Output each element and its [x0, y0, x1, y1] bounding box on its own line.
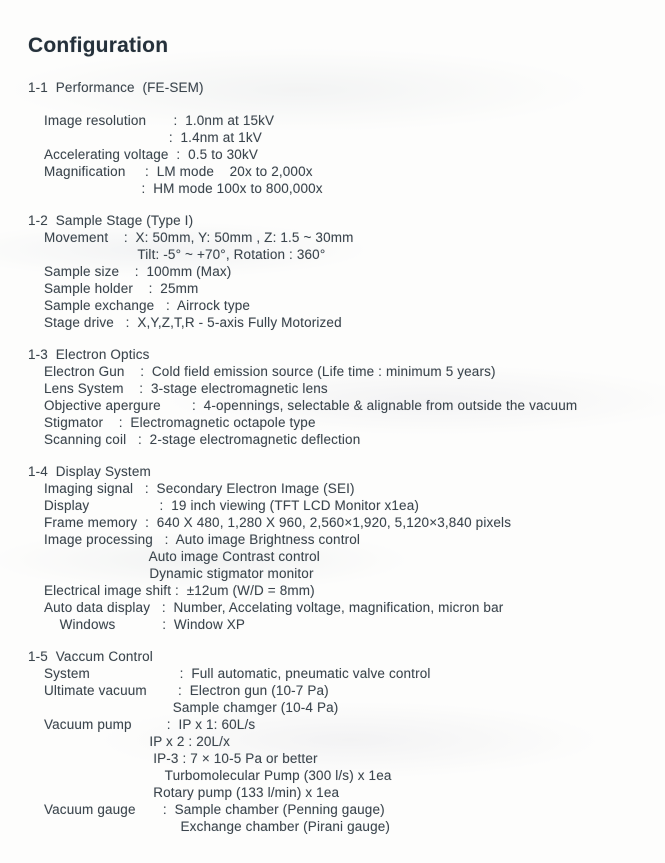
spec-line: Lens System : 3-stage electromagnetic lens	[44, 381, 328, 396]
spec-line: Magnification : LM mode 20x to 2,000x	[44, 164, 313, 179]
spec-line: Ultimate vacuum : Electron gun (10-7 Pa)	[44, 683, 329, 698]
spec-line: Vacuum gauge : Sample chamber (Penning gauge)	[44, 802, 385, 817]
spec-line: Movement : X: 50mm, Y: 50mm , Z: 1.5 ~ 30mm	[44, 230, 354, 245]
page-title: Configuration	[28, 34, 169, 57]
spec-line: Sample exchange : Airrock type	[44, 298, 251, 313]
spec-line: Sample size : 100mm (Max)	[44, 264, 232, 279]
spec-line: Auto image Contrast control	[44, 549, 320, 564]
spec-line: Auto data display : Number, Accelating voltage, magnification, micron bar	[44, 600, 504, 615]
spec-line: IP-3 : 7 × 10-5 Pa or better	[44, 751, 318, 766]
spec-line: System : Full automatic, pneumatic valve control	[44, 666, 431, 681]
spec-line: IP x 2 : 20L/x	[44, 734, 230, 749]
spec-line: Stage drive : X,Y,Z,T,R - 5-axis Fully Motorized	[44, 315, 342, 330]
spec-line: : 1.4nm at 1kV	[44, 130, 262, 145]
spec-line: Image processing : Auto image Brightness control	[44, 532, 361, 547]
spec-line: Dynamic stigmator monitor	[44, 566, 314, 581]
section-1-1-performance	[28, 79, 657, 197]
spec-line: Exchange chamber (Pirani gauge)	[44, 819, 391, 834]
section-heading: 1-3 Electron Optics	[28, 347, 150, 362]
section-1-2-sample-stage	[28, 212, 657, 331]
section-1-5-vacuum-control	[28, 648, 657, 835]
section-heading: 1-5 Vaccum Control	[28, 649, 153, 664]
spec-line: Rotary pump (133 l/min) x 1ea	[44, 785, 340, 800]
spec-line: Objective apergure : 4-opennings, selectable & alignable from outside the vacuum	[44, 398, 578, 413]
section-heading: 1-1 Performance (FE-SEM)	[28, 80, 204, 95]
section-1-3-electron-optics	[28, 346, 657, 448]
spec-line: Display : 19 inch viewing (TFT LCD Monitor x1ea)	[44, 498, 420, 513]
spec-line: Sample chamger (10-4 Pa)	[44, 700, 339, 715]
spec-line: Stigmator : Electromagnetic octapole type	[44, 415, 316, 430]
spec-line: Sample holder : 25mm	[44, 281, 199, 296]
section-heading: 1-4 Display System	[28, 464, 151, 479]
spec-line: Electrical image shift : ±12um (W/D = 8mm)	[44, 583, 315, 598]
spec-line: Turbomolecular Pump (300 l/s) x 1ea	[44, 768, 392, 783]
spec-line: Imaging signal : Secondary Electron Image (SEI)	[44, 481, 355, 496]
spec-line: Electron Gun : Cold field emission source (Life time : minimum 5 years)	[44, 364, 496, 379]
spec-line: Scanning coil : 2-stage electromagnetic deflection	[44, 432, 361, 447]
spec-line: Accelerating voltage : 0.5 to 30kV	[44, 147, 259, 162]
spec-line: Image resolution : 1.0nm at 15kV	[44, 113, 275, 128]
spec-line: Tilt: -5° ~ +70°, Rotation : 360°	[44, 247, 326, 262]
spec-line: Frame memory : 640 X 480, 1,280 X 960, 2,560×1,920, 5,120×3,840 pixels	[44, 515, 512, 530]
spec-line: : HM mode 100x to 800,000x	[44, 181, 323, 196]
section-1-4-display-system	[28, 463, 657, 633]
spec-line: Windows : Window XP	[44, 617, 246, 632]
section-heading: 1-2 Sample Stage (Type I)	[28, 213, 194, 228]
spec-line: Vacuum pump : IP x 1: 60L/s	[44, 717, 256, 732]
